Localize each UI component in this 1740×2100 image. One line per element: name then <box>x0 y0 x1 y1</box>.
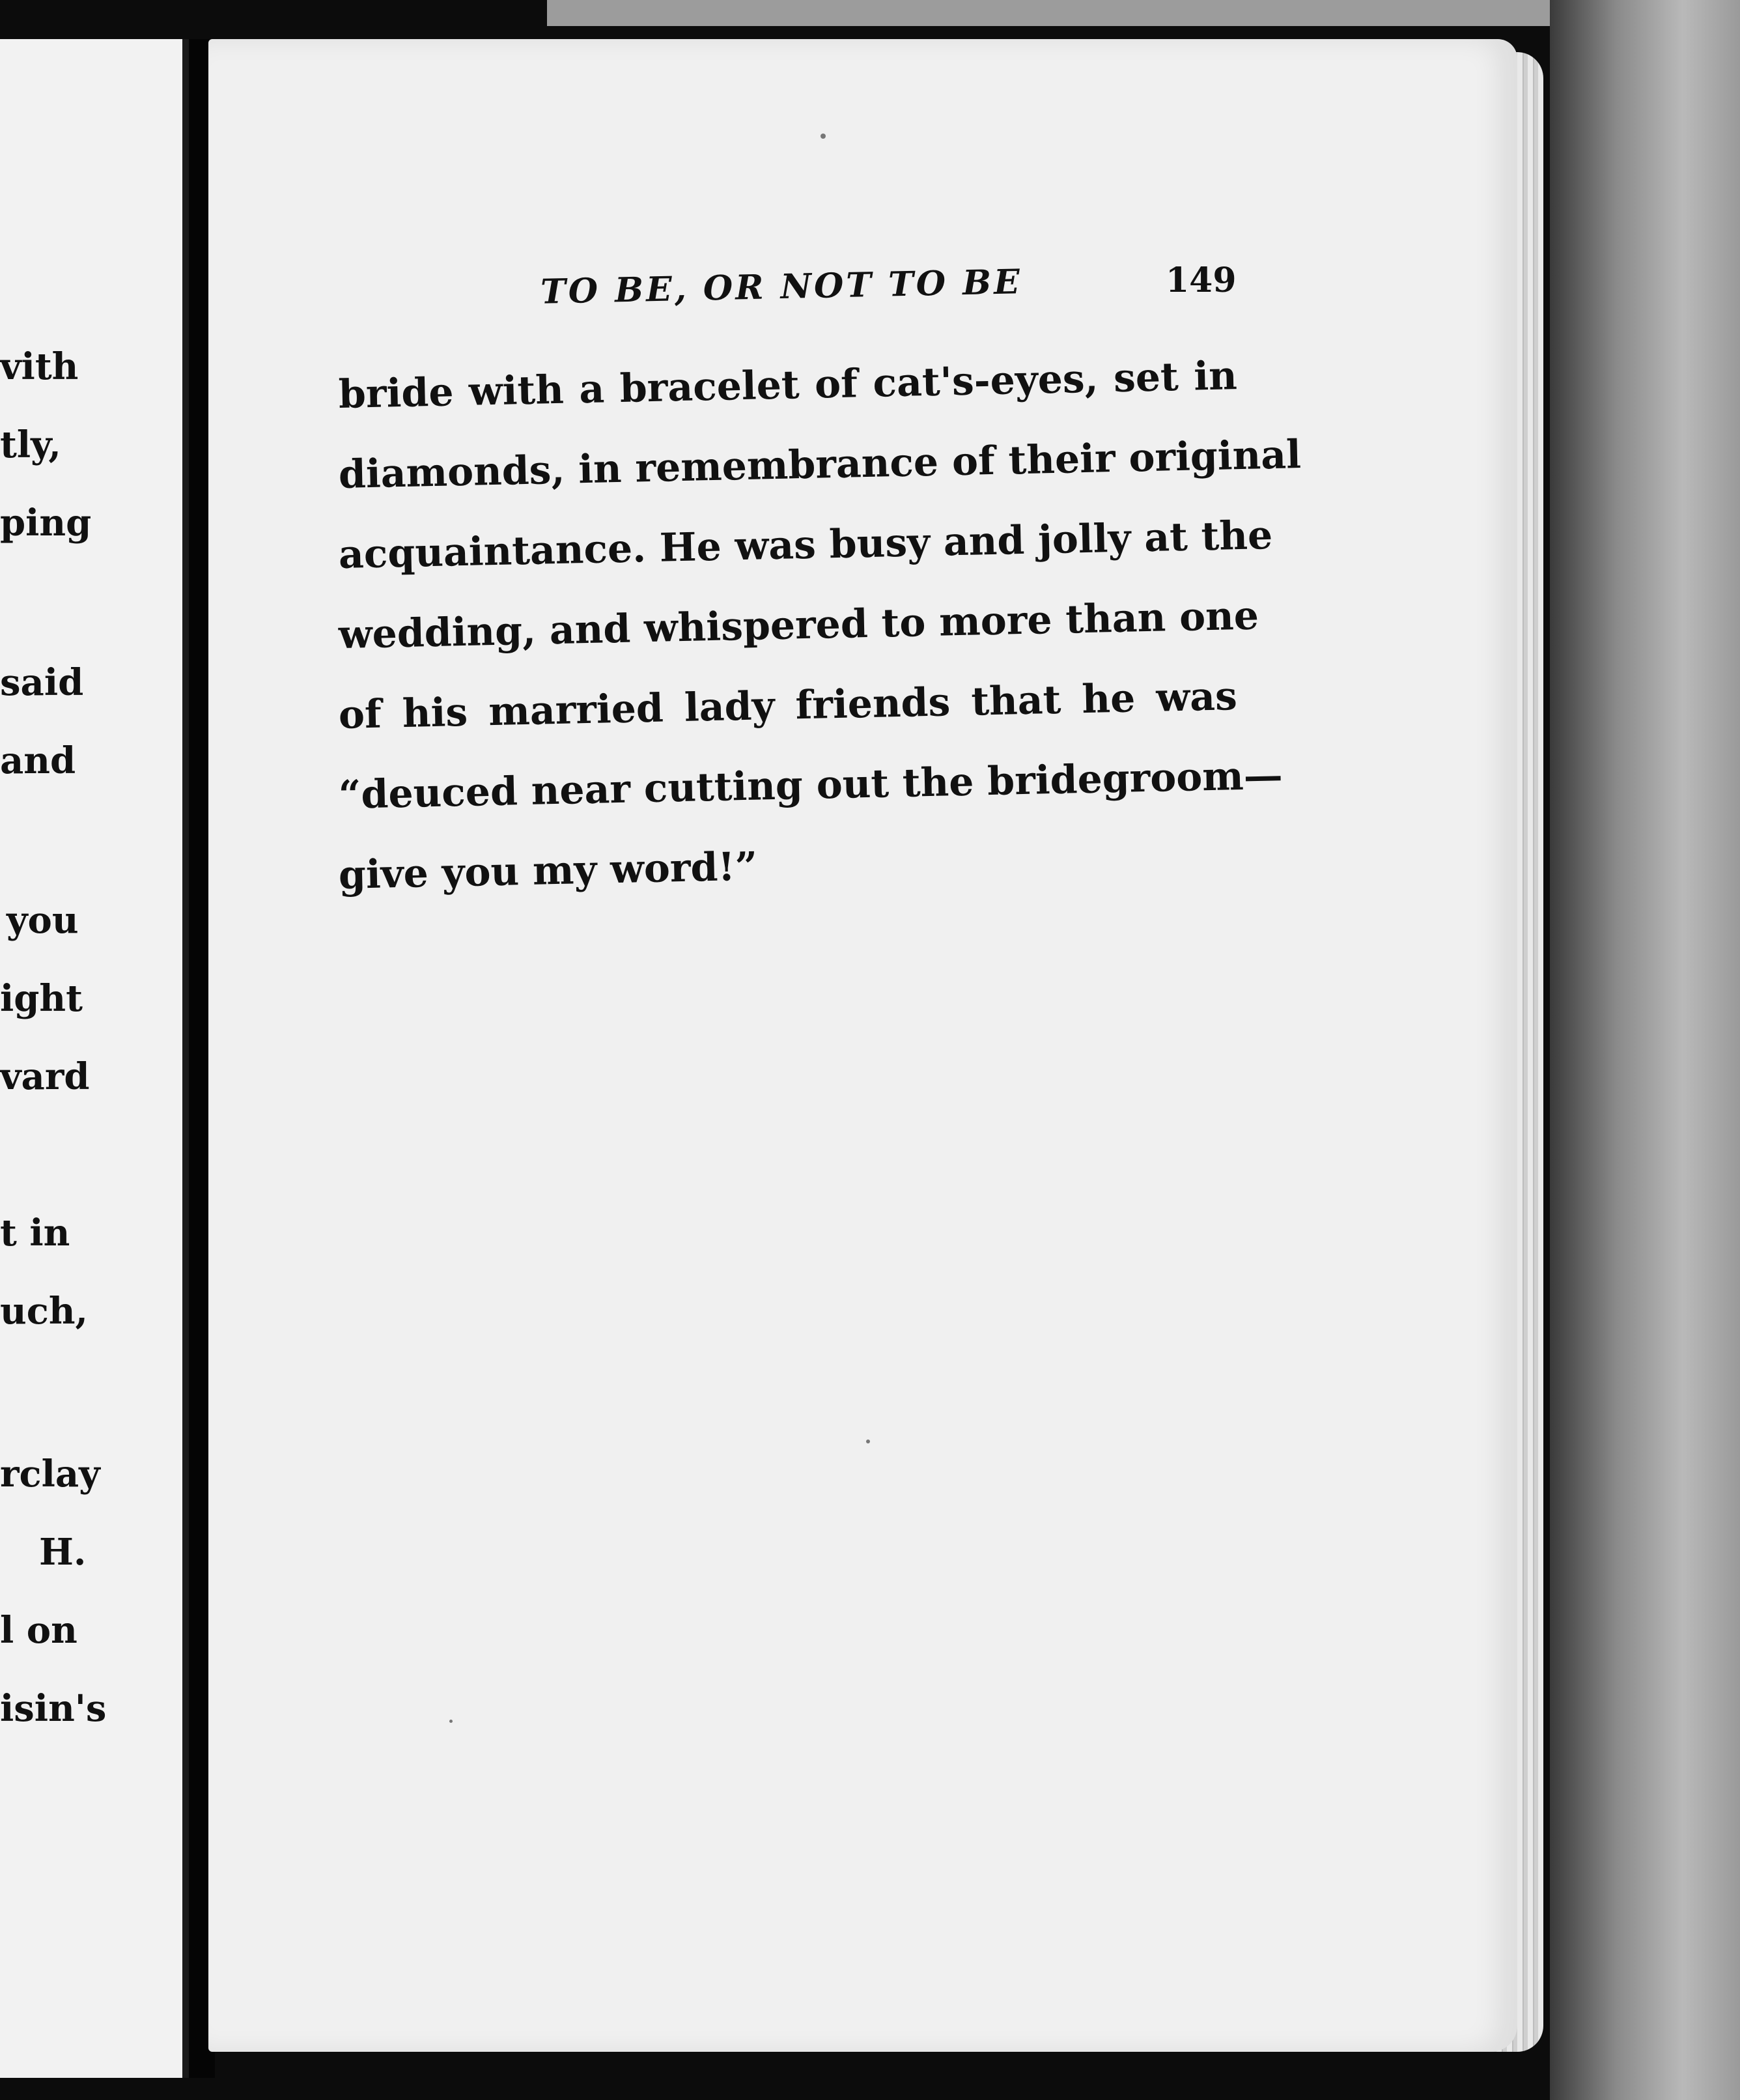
paper-speck <box>449 1720 453 1723</box>
text-line: bride with a bracelet of cat's-eyes, set in <box>338 353 1238 418</box>
left-page-fragment: t in <box>0 1212 70 1255</box>
page-number: 149 <box>1166 261 1237 300</box>
paper-speck <box>866 1440 870 1443</box>
paper-speck <box>821 134 826 139</box>
scan-background <box>1550 0 1740 2100</box>
left-page-fragment: isin's <box>0 1687 107 1730</box>
text-line: acquaintance. He was busy and jolly at the <box>338 512 1273 578</box>
body-text <box>338 353 1302 916</box>
text-line: give you my word!” <box>338 844 758 898</box>
left-page-fragment: vard <box>0 1055 90 1098</box>
text-line: of his married lady friends that he was <box>338 674 1238 738</box>
text-line: “deuced near cutting out the bridegroom— <box>338 752 1284 818</box>
left-page-fragment: you <box>7 899 79 942</box>
left-page-fragment: uch, <box>0 1290 89 1333</box>
left-page-fragment: ight <box>0 977 83 1020</box>
left-page-fragment: ping <box>0 502 92 545</box>
text-line: wedding, and whispered to more than one <box>338 593 1259 658</box>
left-page-fragment: l on <box>0 1609 77 1652</box>
left-page-fragment: vith <box>0 345 79 388</box>
left-page-fragment: said <box>0 661 84 704</box>
left-page-fragment: rclay <box>0 1453 100 1496</box>
left-facing-page <box>0 39 189 2078</box>
scan-top-strip <box>547 0 1563 26</box>
left-page-fragment: H. <box>39 1531 87 1574</box>
left-page-fragment: tly, <box>0 423 61 466</box>
left-page-fragment: and <box>0 739 76 782</box>
running-head: TO BE, OR NOT TO BE <box>540 262 1023 312</box>
right-page <box>208 39 1517 2052</box>
text-line: diamonds, in remembrance of their original <box>338 432 1302 498</box>
